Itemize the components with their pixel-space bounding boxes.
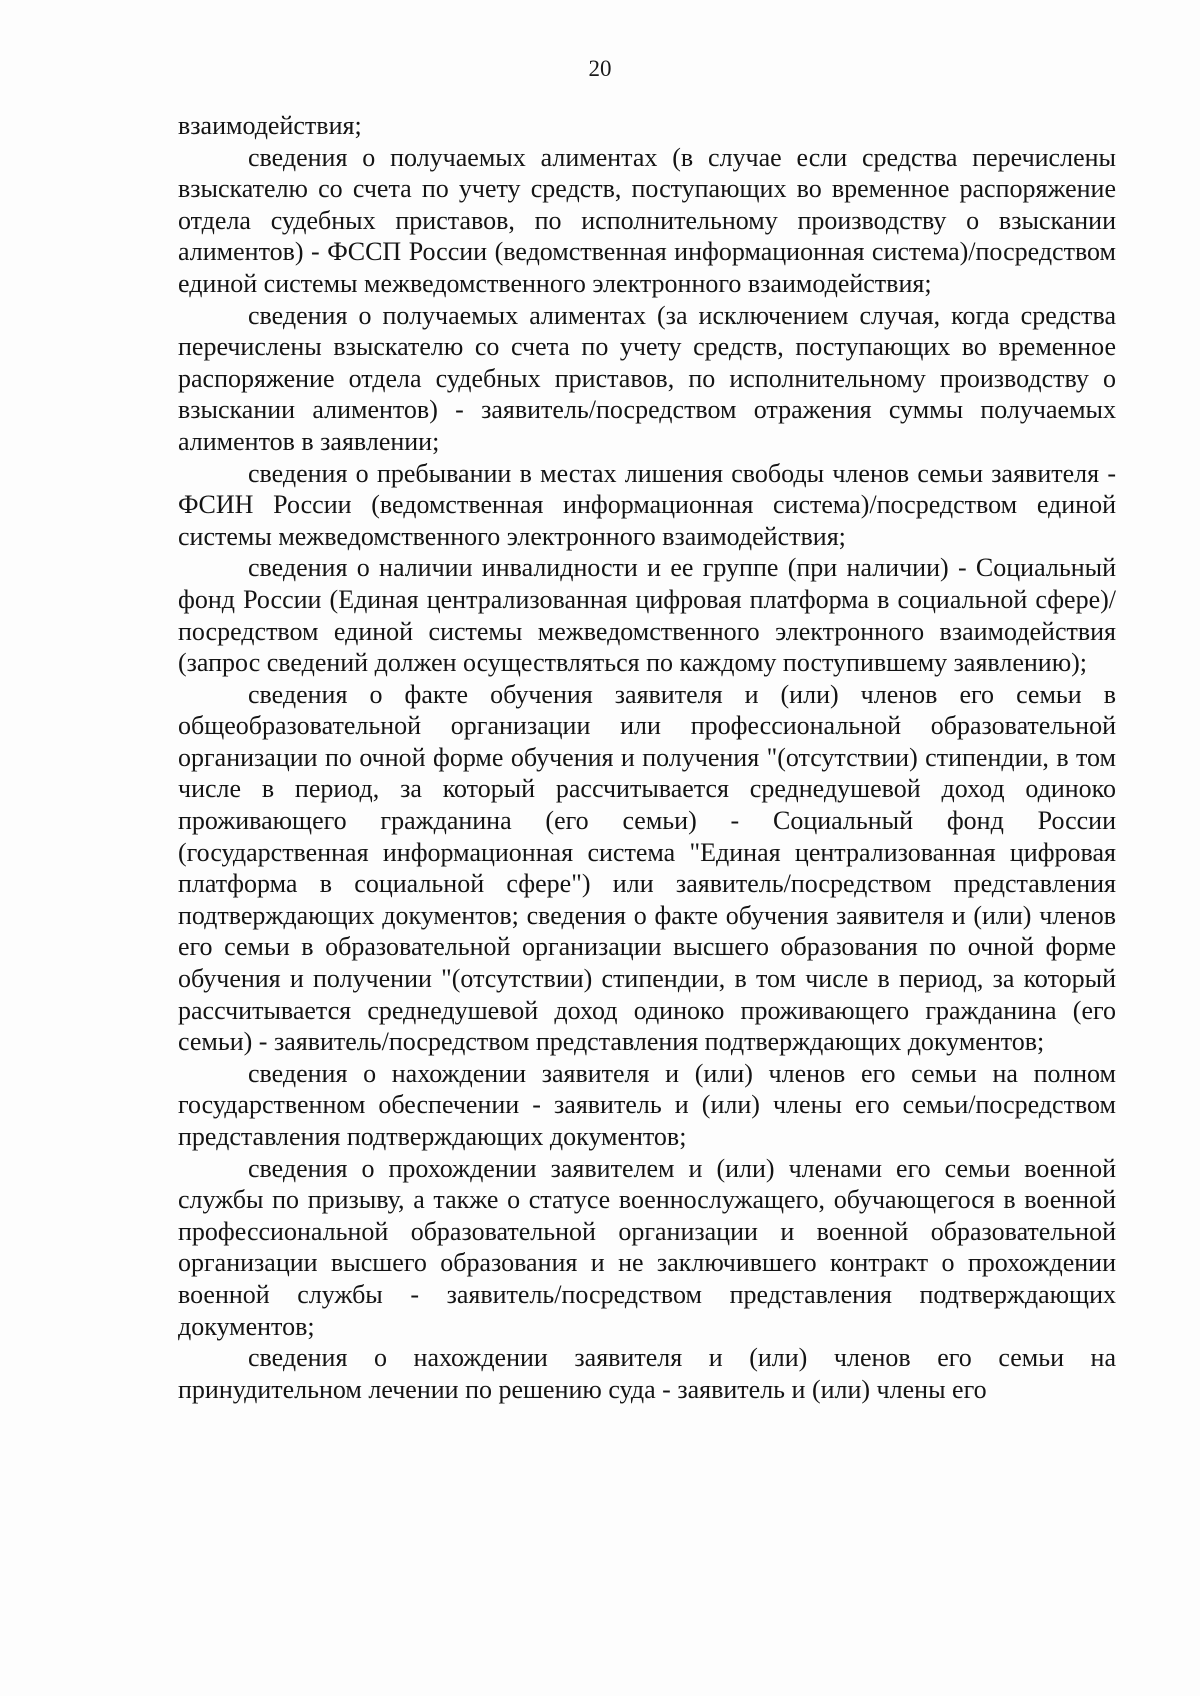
page-number: 20 [588, 56, 612, 81]
paragraph-4: сведения о пребывании в местах лишения свободы членов семьи заявителя - ФСИН России (ведомственная информационная система)/посредством единой системы межведомственного электронного взаимодействия; [178, 458, 1116, 551]
paragraph-8: сведения о прохождении заявителем и (или) членами его семьи военной службы по призыву, а также о статусе военнослужащего, обучающегося в военной профессиональной образовательной организации и военной образовательной организации высшего образования и не заключившего контракт о прохождении военной службы - заявитель/посредством представления подтверждающих документов; [178, 1153, 1116, 1341]
paragraph-5: сведения о наличии инвалидности и ее группе (при наличии) - Социальный фонд России (Единая централизованная цифровая платформа в социальной сфере)/посредством единой системы межведомственного электронного взаимодействия (запрос сведений должен осуществляться по каждому поступившему заявлению); [178, 553, 1116, 678]
paragraph-7: сведения о нахождении заявителя и (или) членов его семьи на полном государственном обеспечении - заявитель и (или) члены его семьи/посредством представления подтверждающих документов; [178, 1058, 1116, 1151]
paragraph-9: сведения о нахождении заявителя и (или) членов его семьи на принудительном лечении по решению суда - заявитель и (или) члены его [178, 1343, 1116, 1404]
document-body [178, 110, 1116, 1405]
paragraph-6: сведения о факте обучения заявителя и (или) членов его семьи в общеобразовательной организации или профессиональной образовательной организации по очной форме обучения и получения "(отсутствии) стипендии, в том числе в период, за который рассчитывается среднедушевой доход одиноко проживающего гражданина (его семьи) - Социальный фонд России (государственная информационная система "Единая централизованная цифровая платформа в социальной сфере") или заявитель/посредством представления подтверждающих документов; сведения о факте обучения заявителя и (или) членов его семьи в образовательной организации высшего образования по очной форме обучения и получении "(отсутствии) стипендии, в том числе в период, за который рассчитывается среднедушевой доход одиноко проживающего гражданина (его семьи) - заявитель/посредством представления подтверждающих документов; [178, 679, 1116, 1057]
paragraph-2: сведения о получаемых алиментах (в случае если средства перечислены взыскателю со счета по учету средств, поступающих во временное распоряжение отдела судебных приставов, по исполнительному производству о взыскании алиментов) - ФССП России (ведомственная информационная система)/посредством единой системы межведомственного электронного взаимодействия; [178, 142, 1116, 298]
paragraph-1: взаимодействия; [178, 111, 362, 140]
paragraph-3: сведения о получаемых алиментах (за исключением случая, когда средства перечислены взыскателю со счета по учету средств, поступающих во временное распоряжение отдела судебных приставов, по исполнительному производству о взыскании алиментов) - заявитель/посредством отражения суммы получаемых алиментов в заявлении; [178, 300, 1116, 456]
